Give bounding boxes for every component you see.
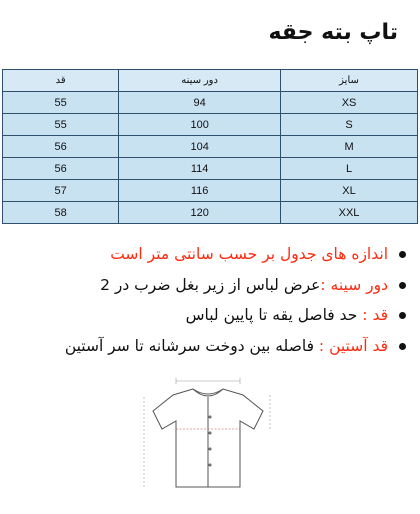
note-sleeve	[0, 331, 410, 362]
page-title: تاپ بته جقه	[268, 20, 398, 45]
table-row	[3, 92, 418, 114]
table-row	[3, 136, 418, 158]
note-length-label: قد :	[362, 306, 388, 324]
cell-length: 55	[3, 114, 119, 136]
cell-chest: 100	[119, 114, 281, 136]
note-length-text: حد فاصل یقه تا پایین لباس	[185, 306, 363, 324]
cell-length: 55	[3, 92, 119, 114]
header-length: قد	[3, 70, 119, 92]
table-row	[3, 158, 418, 180]
cell-size: XXL	[281, 202, 418, 224]
shirt-diagram-icon	[138, 377, 278, 495]
cell-chest: 116	[119, 180, 281, 202]
note-chest-text: عرض لباس از زیر بغل ضرب در 2	[100, 275, 321, 294]
cell-length: 56	[3, 136, 119, 158]
note-length	[0, 300, 410, 331]
cell-size: S	[281, 114, 418, 136]
table-header-row	[3, 70, 418, 92]
table-row	[3, 114, 418, 136]
measurement-notes	[0, 239, 410, 361]
cell-chest: 114	[119, 158, 281, 180]
cell-chest: 120	[119, 202, 281, 224]
note-sleeve-label: قد آستین :	[318, 336, 388, 355]
note-sleeve-text: فاصله بین دوخت سرشانه تا سر آستین	[64, 336, 319, 355]
note-chest	[0, 270, 410, 301]
note-units	[0, 239, 410, 270]
header-chest: دور سینه	[119, 70, 281, 92]
note-chest-label: دور سینه :	[320, 275, 388, 294]
cell-size: M	[281, 136, 418, 158]
header-size: سایز	[281, 70, 418, 92]
cell-size: L	[281, 158, 418, 180]
cell-length: 56	[3, 158, 119, 180]
cell-length: 57	[3, 180, 119, 202]
cell-length: 58	[3, 202, 119, 224]
cell-size: XS	[281, 92, 418, 114]
note-units-text: اندازه های جدول بر حسب سانتی متر است	[110, 245, 388, 263]
cell-size: XL	[281, 180, 418, 202]
table-row	[3, 180, 418, 202]
cell-chest: 104	[119, 136, 281, 158]
cell-chest: 94	[119, 92, 281, 114]
size-table	[2, 69, 418, 224]
table-row	[3, 202, 418, 224]
